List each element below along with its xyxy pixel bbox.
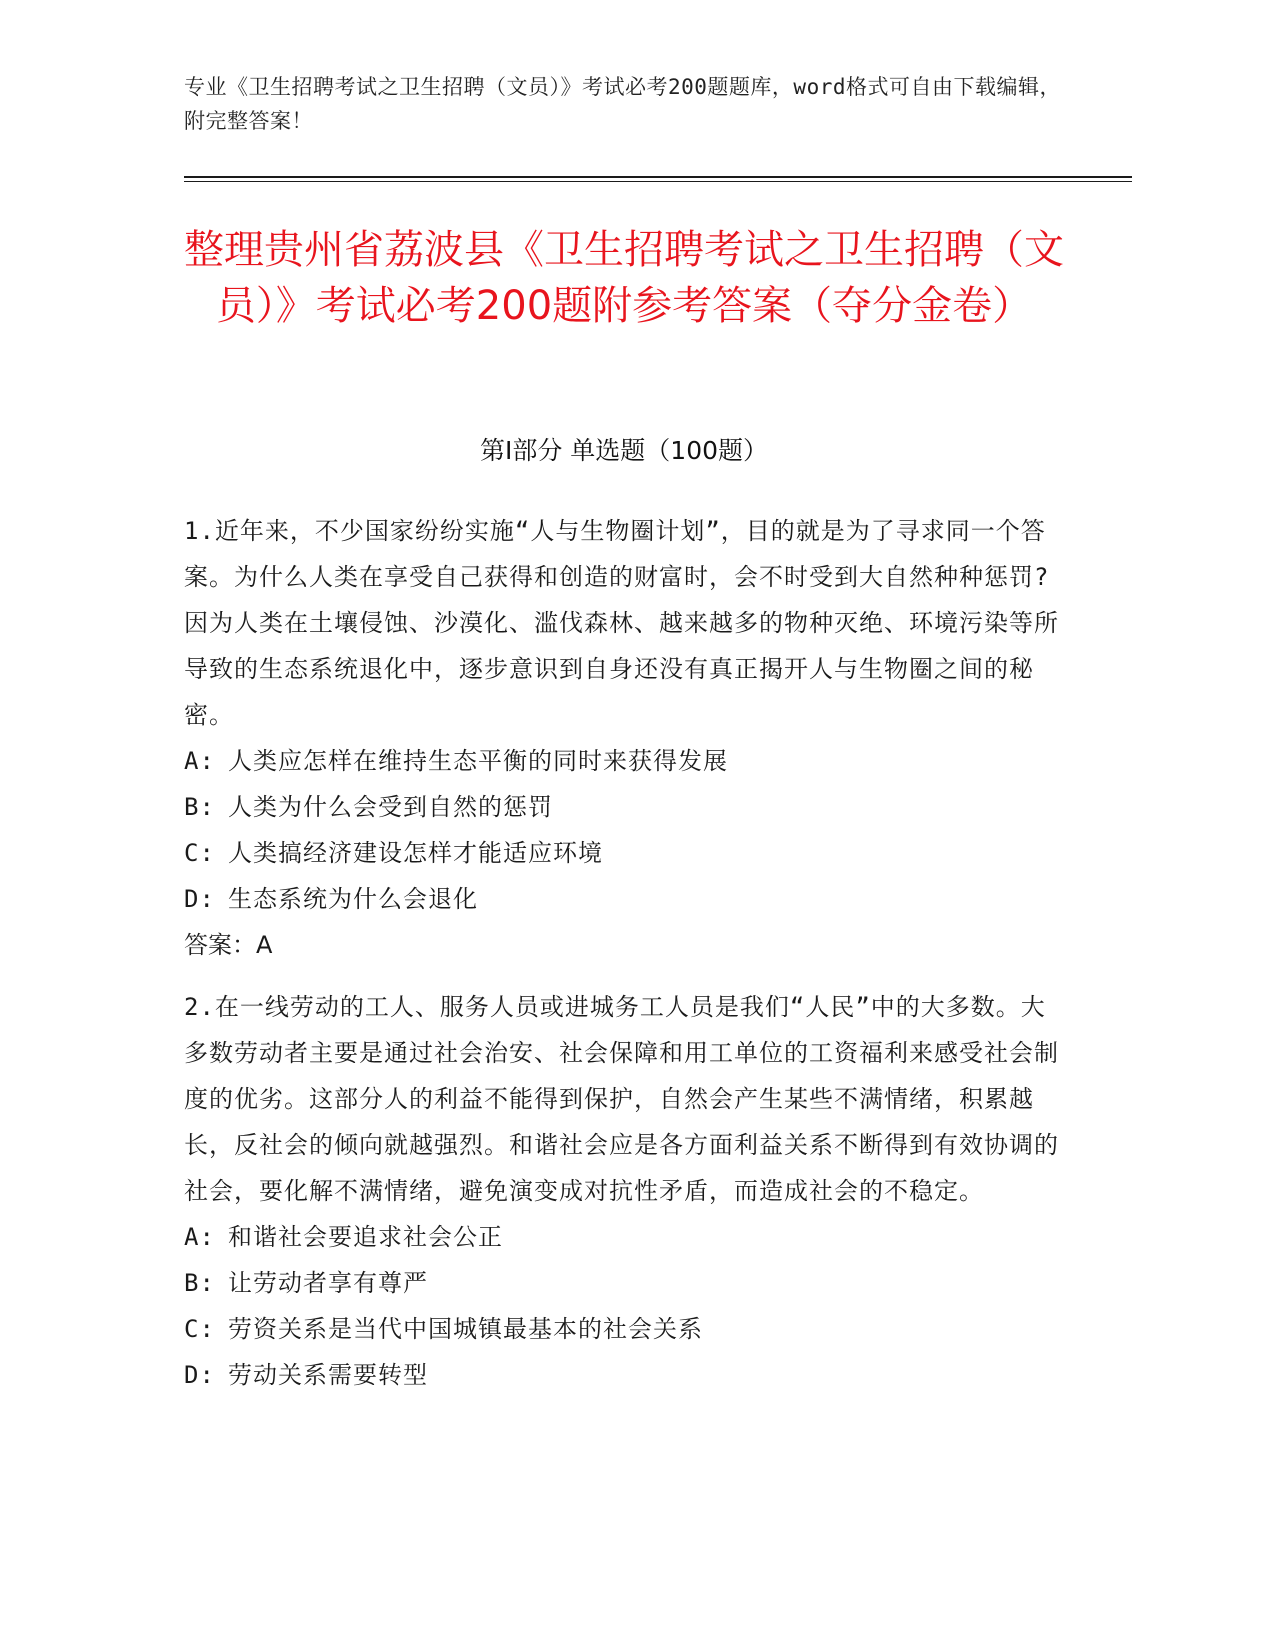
option-text: 人类搞经济建设怎样才能适应环境: [228, 839, 603, 867]
option-d: [184, 1352, 1064, 1398]
answer-line: 答案：A: [184, 931, 273, 959]
option-text: 劳动关系需要转型: [228, 1361, 428, 1389]
option-letter: B:: [184, 793, 215, 821]
option-letter: A:: [184, 1223, 215, 1251]
option-text: 人类为什么会受到自然的惩罚: [228, 793, 553, 821]
option-b: [184, 1260, 1064, 1306]
option-letter: C:: [184, 839, 215, 867]
option-letter: C:: [184, 1315, 215, 1343]
question-2: [184, 984, 1064, 1398]
option-letter: D:: [184, 1361, 215, 1389]
option-text: 和谐社会要追求社会公正: [228, 1223, 503, 1251]
option-c: [184, 830, 1064, 876]
question-stem: 2.在一线劳动的工人、服务人员或进城务工人员是我们“人民”中的大多数。大多数劳动者主要是通过社会治安、社会保障和用工单位的工资福利来感受社会制度的优劣。这部分人的利益不能得到保护，自然会产生某些不满情绪，积累越长，反社会的倾向就越强烈。和谐社会应是各方面利益关系不断得到有效协调的社会，要化解不满情绪，避免演变成对抗性矛盾，而造成社会的不稳定。: [184, 993, 1059, 1205]
option-d: [184, 876, 1064, 922]
option-letter: A:: [184, 747, 215, 775]
option-letter: B:: [184, 1269, 215, 1297]
header-divider-thick: [184, 176, 1132, 178]
option-b: [184, 784, 1064, 830]
option-text: 生态系统为什么会退化: [228, 885, 478, 913]
option-text: 让劳动者享有尊严: [228, 1269, 428, 1297]
question-1: [184, 508, 1064, 968]
option-text: 人类应怎样在维持生态平衡的同时来获得发展: [228, 747, 728, 775]
option-a: [184, 738, 1064, 784]
header-note: 专业《卫生招聘考试之卫生招聘（文员）》考试必考200题题库，word格式可自由下载编辑，附完整答案！: [184, 75, 1061, 133]
section-heading: 第I部分 单选题（100题）: [479, 436, 769, 465]
option-text: 劳资关系是当代中国城镇最基本的社会关系: [228, 1315, 703, 1343]
option-a: [184, 1214, 1064, 1260]
option-c: [184, 1306, 1064, 1352]
option-letter: D:: [184, 885, 215, 913]
document-title: 整理贵州省荔波县《卫生招聘考试之卫生招聘（文员）》考试必考200题附参考答案（夺分金卷）: [184, 227, 1064, 329]
header-divider-thin: [184, 181, 1132, 182]
question-stem: 1.近年来，不少国家纷纷实施“人与生物圈计划”，目的就是为了寻求同一个答案。为什么人类在享受自己获得和创造的财富时，会不时受到大自然种种惩罚?因为人类在土壤侵蚀、沙漠化、滥伐森林、越来越多的物种灭绝、环境污染等所导致的生态系统退化中，逐步意识到自身还没有真正揭开人与生物圈之间的秘密。: [184, 517, 1059, 729]
